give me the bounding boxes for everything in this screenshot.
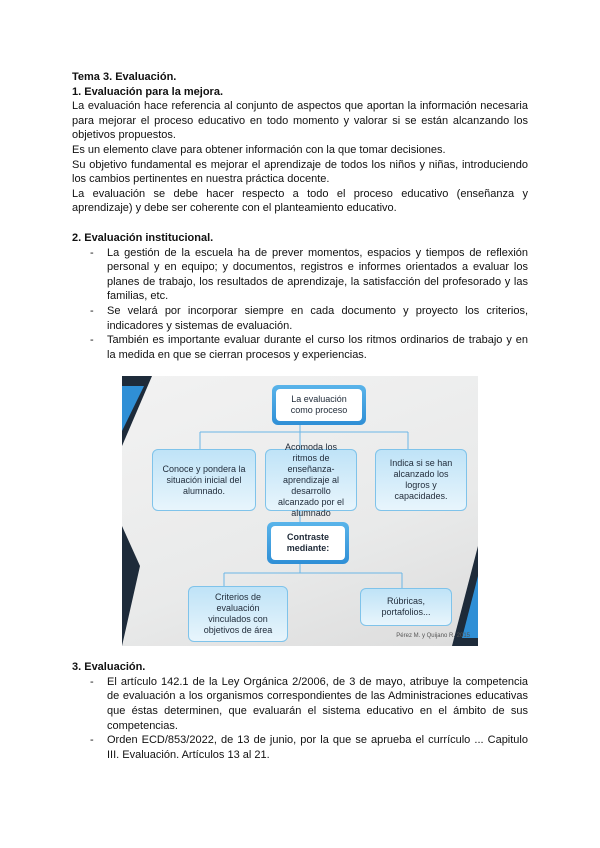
section1-heading: 1. Evaluación para la mejora. — [72, 85, 224, 98]
section2-list — [72, 246, 528, 363]
section1-paragraph: Es un elemento clave para obtener información con la que tomar decisiones. — [72, 143, 446, 156]
document-title: Tema 3. Evaluación. — [72, 71, 177, 83]
diagram-middle-box — [267, 522, 349, 564]
list-item: - El artículo 142.1 de la Ley Orgánica 2/2006, de 3 de mayo, atribuye la competencia de evaluación a los organismos correspondientes de las Administraciones educativas que éstas determinen, que evaluarán el sistema educativo en el ámbito de sus competencias. — [72, 675, 528, 733]
diagram-node: Conoce y pondera la situación inicial del alumnado. — [152, 449, 256, 511]
evaluation-process-diagram — [122, 376, 478, 646]
diagram-root-box — [272, 385, 366, 425]
diagram-node: Acomoda los ritmos de enseñanza-aprendizaje al desarrollo alcanzado por el alumnado — [265, 449, 357, 511]
section1-paragraph: La evaluación se debe hacer respecto a todo el proceso educativo (enseñanza y aprendizaje) y debe ser coherente con el planteamiento educativo. — [72, 187, 528, 215]
list-item: - La gestión de la escuela ha de prever momentos, espacios y tiempos de reflexión personal y en equipo; y documentos, registros e informes orientados a evaluar los planes de trabajo, los resultados de aprendizaje, la satisfacción del profesorado y las familias, etc. — [72, 246, 528, 304]
section3-heading: 3. Evaluación. — [72, 661, 146, 674]
list-item: - Orden ECD/853/2022, de 13 de junio, por la que se aprueba el currículo ... Capitulo III. Evaluación. Artículos 13 al 21. — [72, 733, 528, 762]
diagram-node: Criterios de evaluación vinculados con objetivos de área — [188, 586, 288, 642]
diagram-node: Indica si se han alcanzado los logros y capacidades. — [375, 449, 467, 511]
document-page — [72, 70, 528, 762]
list-item: - También es importante evaluar durante el curso los ritmos ordinarios de trabajo y en la medida en que se cierran procesos y experiencias. — [72, 333, 528, 362]
section3-list — [72, 675, 528, 763]
section2-heading: 2. Evaluación institucional. — [72, 231, 214, 244]
diagram-node: Rúbricas, portafolios... — [360, 588, 452, 626]
list-item: - Se velará por incorporar siempre en cada documento y proyecto los criterios, indicadores y sistemas de evaluación. — [72, 304, 528, 333]
diagram-credit: Pérez M. y Quijano R. 2015 — [396, 632, 470, 639]
section1-paragraph: Su objetivo fundamental es mejorar el aprendizaje de todos los niños y niñas, introduciendo los cambios pertinentes en nuestra práctica docente. — [72, 158, 528, 186]
diagram-root-label: La evaluación como proceso — [276, 389, 362, 421]
section1-paragraph: La evaluación hace referencia al conjunto de aspectos que aportan la información necesaria para mejorar el proceso educativo en todo momento y valorar si se están alcanzando los objetivos propuestos. — [72, 100, 528, 142]
diagram-middle-label: Contraste mediante: — [271, 526, 345, 560]
